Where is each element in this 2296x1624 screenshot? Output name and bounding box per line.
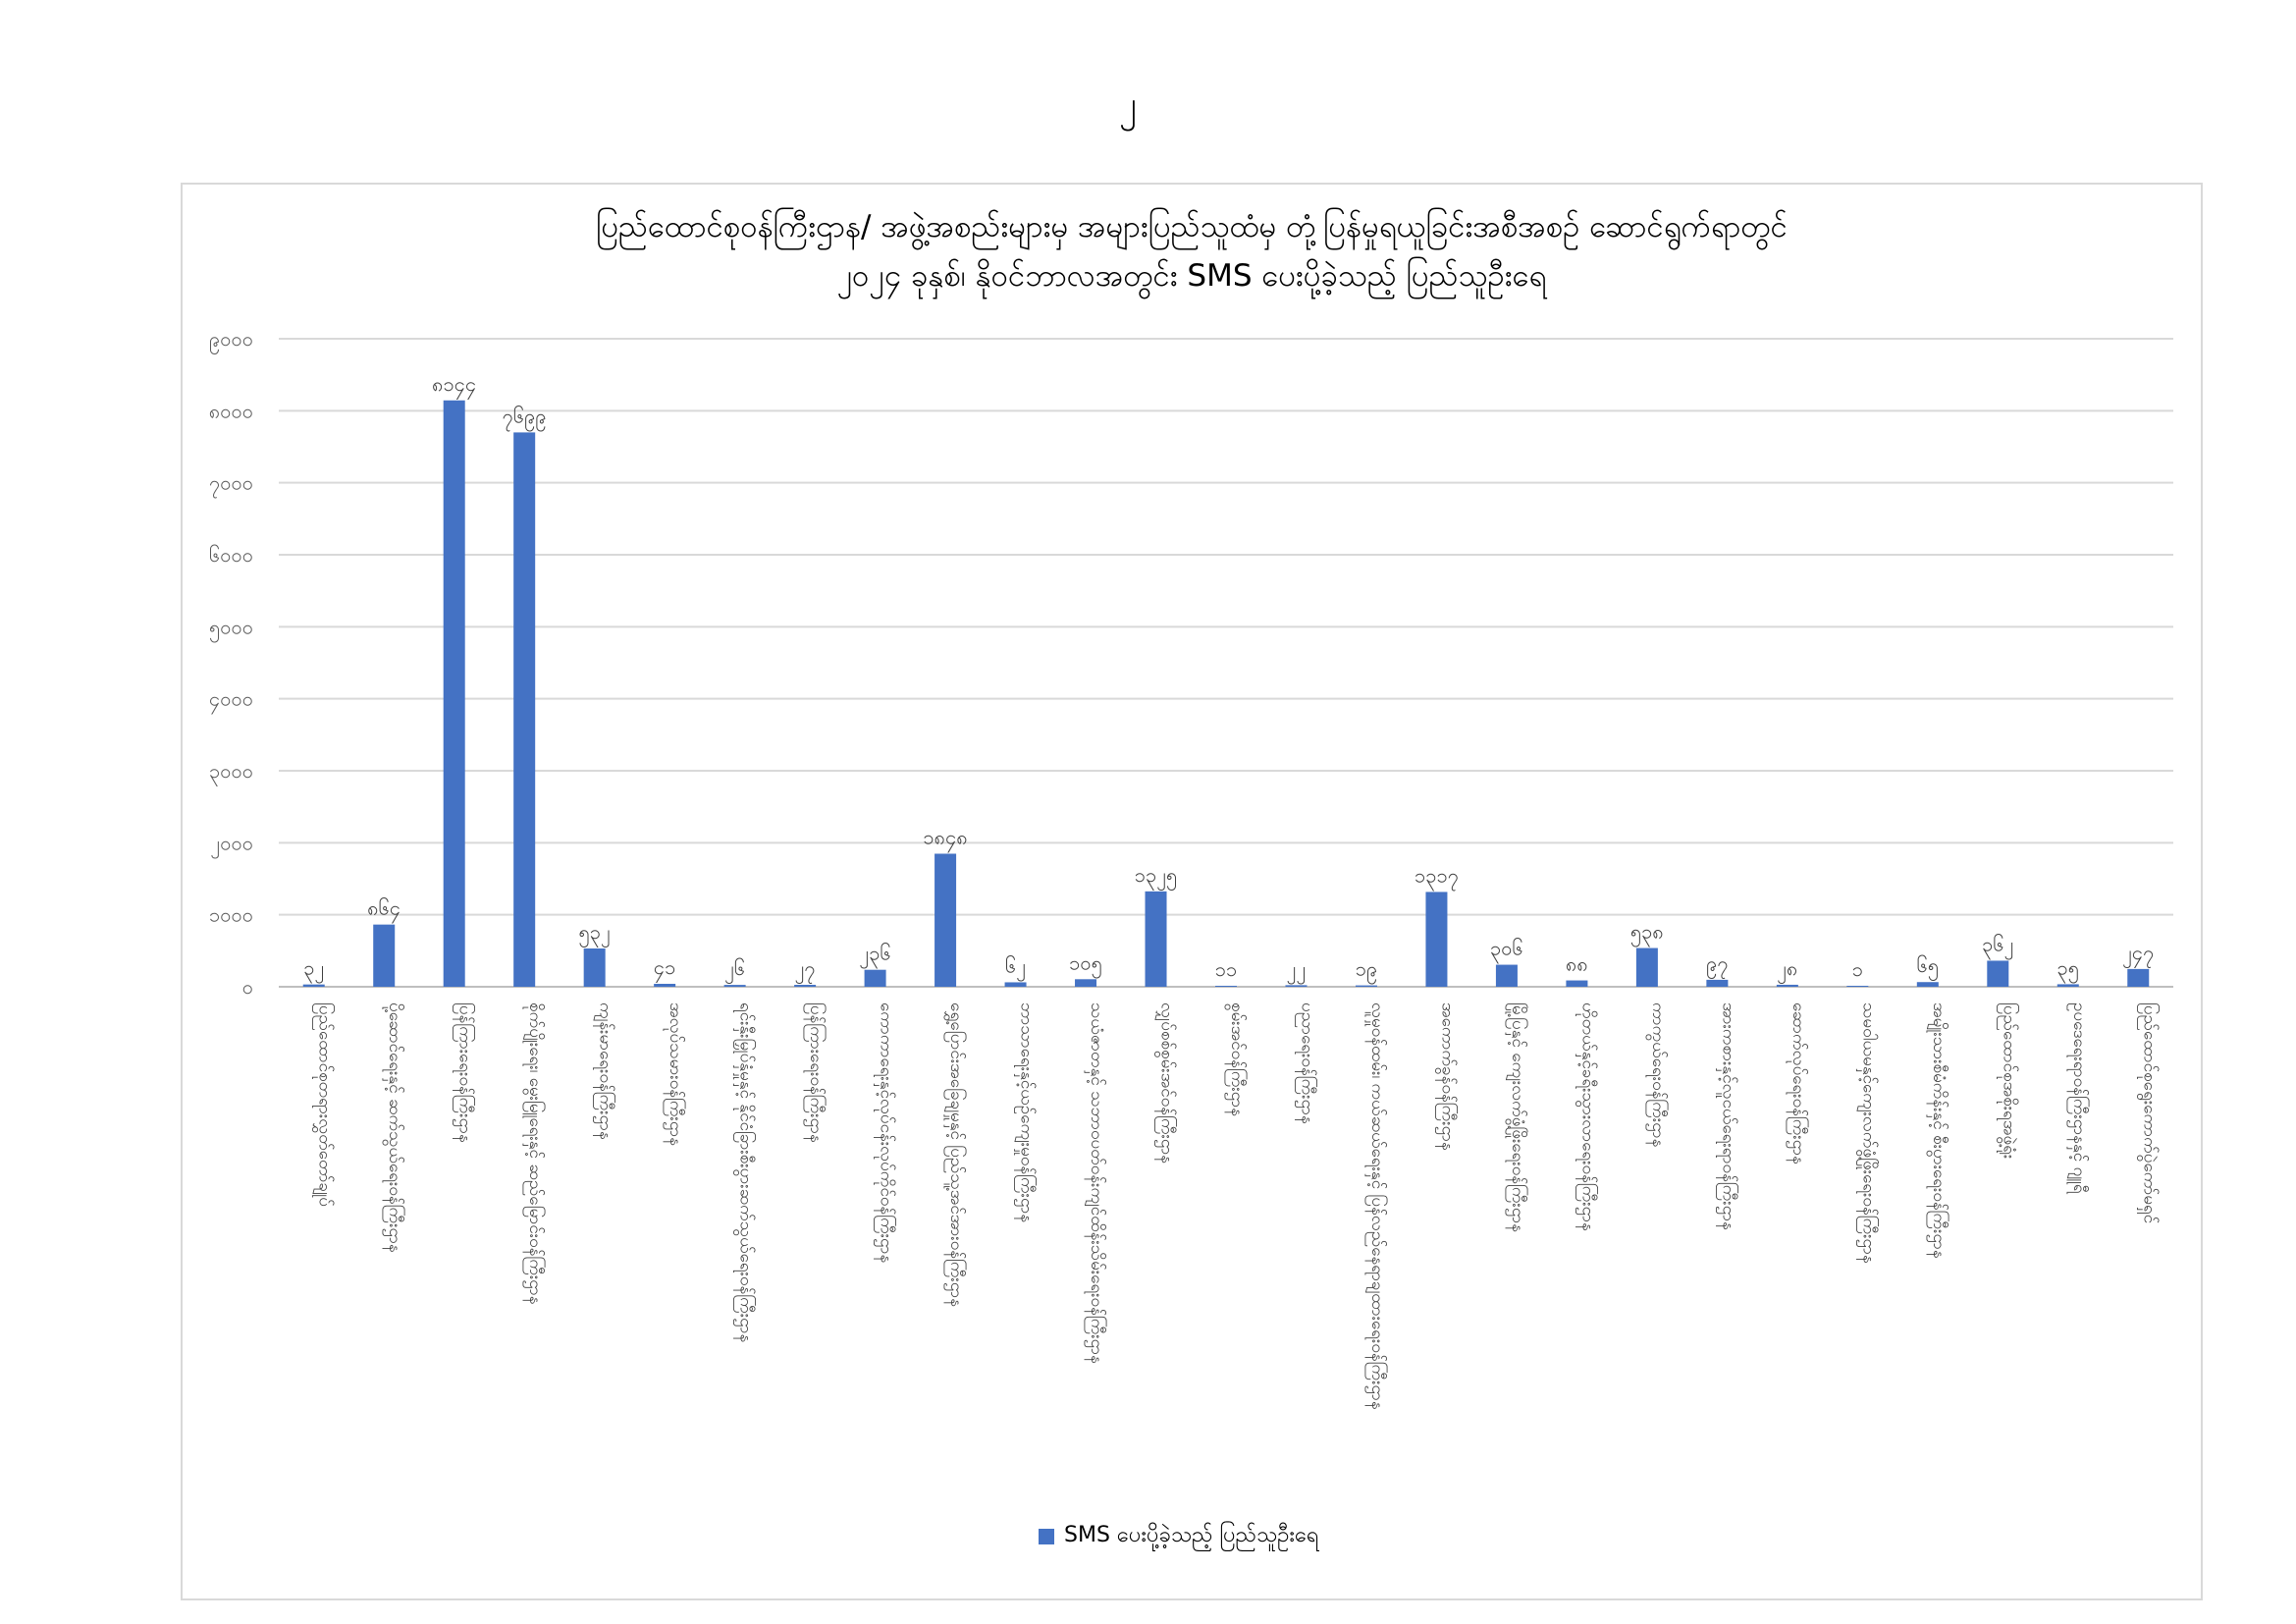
data-label: ၁	[1851, 957, 1863, 981]
data-label: ၂၆	[724, 956, 746, 981]
bar	[1496, 965, 1518, 987]
x-tick-label: စွမ်းအင်ဝန်ကြီးဌာန	[1227, 1002, 1247, 1116]
page-number: ၂	[1119, 84, 1137, 125]
bar	[1846, 986, 1868, 987]
legend	[1039, 1520, 1319, 1552]
x-tick-label: ကာကွယ်ရေးဝန်ကြီးဌာန	[1647, 1002, 1668, 1148]
bar	[2127, 969, 2149, 987]
data-label: ၃၅	[2056, 955, 2080, 980]
y-tick-label: ၇၀၀၀	[209, 470, 253, 495]
y-tick-label: ၄၀၀၀	[209, 686, 253, 711]
bar	[1777, 985, 1798, 987]
bar	[1566, 981, 1587, 987]
data-label: ၃၂	[303, 955, 325, 980]
x-tick-label: အားကစားနှင့်လူငယ်ရေးရာဝန်ကြီးဌာန	[1718, 1002, 1738, 1230]
bar	[1005, 982, 1027, 987]
x-tick-label: ပြည်ထောင်စုတရားလွှတ်တော်ချုပ်	[314, 1002, 335, 1207]
data-label: ၆၅	[1916, 953, 1940, 978]
bar	[1425, 892, 1447, 987]
legend-label: SMS ပေးပို့ခဲ့သည့် ပြည်သူဦးရေ	[1064, 1523, 1319, 1547]
bar	[1987, 960, 2008, 987]
data-label: ၁၉	[1355, 956, 1378, 981]
legend-swatch	[1039, 1529, 1054, 1544]
bar	[303, 985, 325, 987]
bar	[1215, 986, 1237, 987]
data-label: ၁၈၄၈	[923, 825, 968, 849]
data-label: ၇၆၉၉	[502, 404, 547, 428]
x-tick-label: ဟိုတယ်နှင့်ခရီးသွားလာရေးဝန်ကြီးဌာန	[1577, 1002, 1598, 1231]
data-label: ၈၆၄	[367, 895, 401, 920]
data-label: ၁၀၅	[1069, 950, 1102, 975]
bar	[934, 853, 956, 987]
x-tick-label: ကျန်းမာရေးဝန်ကြီးဌာန	[595, 1002, 615, 1140]
data-label: ၂၃၆	[859, 941, 891, 965]
x-tick-label: သမဝါယမနှင့်ကျေးလက်ဖွံ့ဖြိုးရေးဝန်ကြီးဌာန	[1858, 1002, 1879, 1264]
data-label: ၈၁၄၄	[432, 371, 477, 396]
data-label: ၂၄၇	[2122, 940, 2155, 964]
chart-title-line-2: ၂၀၂၄ ခုနှစ်၊ နိုဝင်ဘာလအတွင်း SMS ပေးပို့ခဲ့သည့် ပြည်သူဦးရေ	[836, 258, 1547, 294]
data-label: ၆၂	[1005, 953, 1027, 978]
data-label: ၅၃၈	[1629, 919, 1664, 944]
x-tick-label: ပညာရေးဝန်ကြီးဌာန	[1297, 1002, 1317, 1124]
data-label: ၂၇	[794, 956, 816, 981]
x-tick-label: ဆောက်လုပ်ရေးဝန်ကြီးဌာန	[1788, 1002, 1808, 1164]
data-label: ၄၁	[653, 954, 676, 979]
x-tick-label: အလုပ်သမားဝန်ကြီးဌာန	[666, 1002, 686, 1147]
y-tick-label: ၆၀၀၀	[209, 543, 253, 567]
y-tick-label: ၈၀၀၀	[208, 399, 253, 423]
x-tick-label: ရင်းနှီးမြှုပ်နှံမှုနှင့် နိုင်ငံခြားစီးပွားဆက်သွယ်ရေးဝန်ကြီးဌာန	[735, 1002, 756, 1343]
bar	[373, 925, 395, 987]
x-tick-label: သယံဇာတနှင့် သဘာဝပတ်ဝန်းကျင်ထိန်းသိမ်းရေးဝန်ကြီးဌာန	[1087, 1002, 1107, 1364]
data-label: ၈၈	[1565, 951, 1588, 976]
x-tick-label: ပြည်ထောင်စုရွေးကောက်ပွဲကော်မရှင်	[2139, 1002, 2160, 1224]
bar	[1706, 980, 1728, 987]
x-tick-label: ကောကာရေးနှင့်လုပ်ငန်းလုပ်ကိုင်ဝန်ကြီးဌာန	[876, 1002, 896, 1264]
bar	[2057, 984, 2079, 987]
x-tick-label: ဥပဒေရေးရာဝန်ကြီးဌာနနှင့် ဂျူရီ	[2068, 1002, 2089, 1194]
chart-title-line-1: ပြည်ထောင်စုဝန်ကြီးဌာန/ အဖွဲ့အစည်းများမှ အများပြည်သူထံမှ တုံ့ပြန်မှုရယူခြင်းအစီအစဉ် ဆောင်ရွက်ရာတွင်	[596, 209, 1788, 244]
data-label: ၉၇	[1706, 950, 1729, 975]
data-label: ၃၆၂	[1982, 932, 2014, 956]
x-tick-label: မြို့ပြနှင့် ကျေးလက်ဖွံ့ဖြိုးရေးဝန်ကြီးဌာန	[1507, 1002, 1527, 1233]
x-tick-label: စိုက်ပျိုးရေး၊ မွေးမြူရေးနှင့် ဆည်မြောင်းဝန်ကြီးဌာန	[525, 1002, 546, 1305]
y-tick-label: ၃၀၀၀	[209, 759, 253, 783]
x-tick-label: အမျိုးသားစီမံကိန်းနှင့် စီးပွားရေးဝန်ကြီးဌာန	[1928, 1002, 1949, 1259]
bar	[1146, 892, 1167, 987]
x-tick-label: ပြန်ကြားရေးဝန်ကြီးဌာန	[806, 1002, 827, 1143]
x-tick-label: ဘာသာရေးနှင့်ယဉ်ကျေးမှုဝန်ကြီးဌာန	[1016, 1002, 1037, 1223]
y-tick-label: ၅၀၀၀	[209, 615, 253, 639]
data-label: ၅၃၂	[578, 919, 611, 944]
bar	[513, 432, 535, 987]
bar	[654, 984, 675, 987]
x-tick-label: ပြန်ကြားရေးဝန်ကြီးဌာန	[454, 1002, 475, 1143]
x-tick-label: ရွှေ့ပြောင်းအခြေချမှုနှင့် ပြည်သူ့အင်အားဝန်ကြီးဌာန	[946, 1002, 967, 1308]
bar	[865, 970, 886, 987]
bar	[724, 985, 746, 987]
data-label: ၂၈	[1777, 955, 1798, 980]
bar	[1356, 986, 1377, 987]
data-label: ၂၂	[1286, 956, 1307, 981]
x-tick-label: လျှပ်စစ်စွမ်းအင်ဝန်ကြီးဌာန	[1156, 1002, 1177, 1164]
x-tick-label: လူမှုဝန်ထမ်း၊ ကယ်ဆယ်ရေးနှင့် ပြန်လည်နေရာချထားရေးဝန်ကြီးဌာန	[1366, 1002, 1387, 1410]
data-label: ၁၁	[1214, 957, 1238, 981]
data-label: ၁၃၂၅	[1134, 862, 1178, 887]
x-tick-label: အကောက်ခွန်ဝန်ကြီးဌာန	[1437, 1002, 1458, 1151]
x-tick-label: ပို့ဆောင်ရေးနှင့် ဆက်သွယ်ရေးဝန်ကြီးဌာန	[385, 1002, 405, 1253]
bar	[584, 948, 606, 987]
bar	[1917, 982, 1939, 987]
bar	[444, 401, 465, 987]
x-tick-label: ပြည်ထောင်စုအစိုးရအဖွဲ့ရုံး	[1999, 1002, 2019, 1160]
bar	[1075, 979, 1096, 987]
bar	[1636, 948, 1658, 987]
data-label: ၁၃၁၇	[1414, 863, 1459, 888]
bar	[794, 985, 816, 987]
bar	[1285, 985, 1307, 987]
y-tick-label: ၉၀၀၀	[209, 327, 253, 351]
y-tick-label: ၁၀၀၀	[209, 902, 253, 927]
y-tick-label: ၂၀၀၀	[210, 831, 253, 855]
data-label: ၃၀၆	[1490, 936, 1523, 960]
y-tick-label: ၀	[241, 975, 253, 999]
